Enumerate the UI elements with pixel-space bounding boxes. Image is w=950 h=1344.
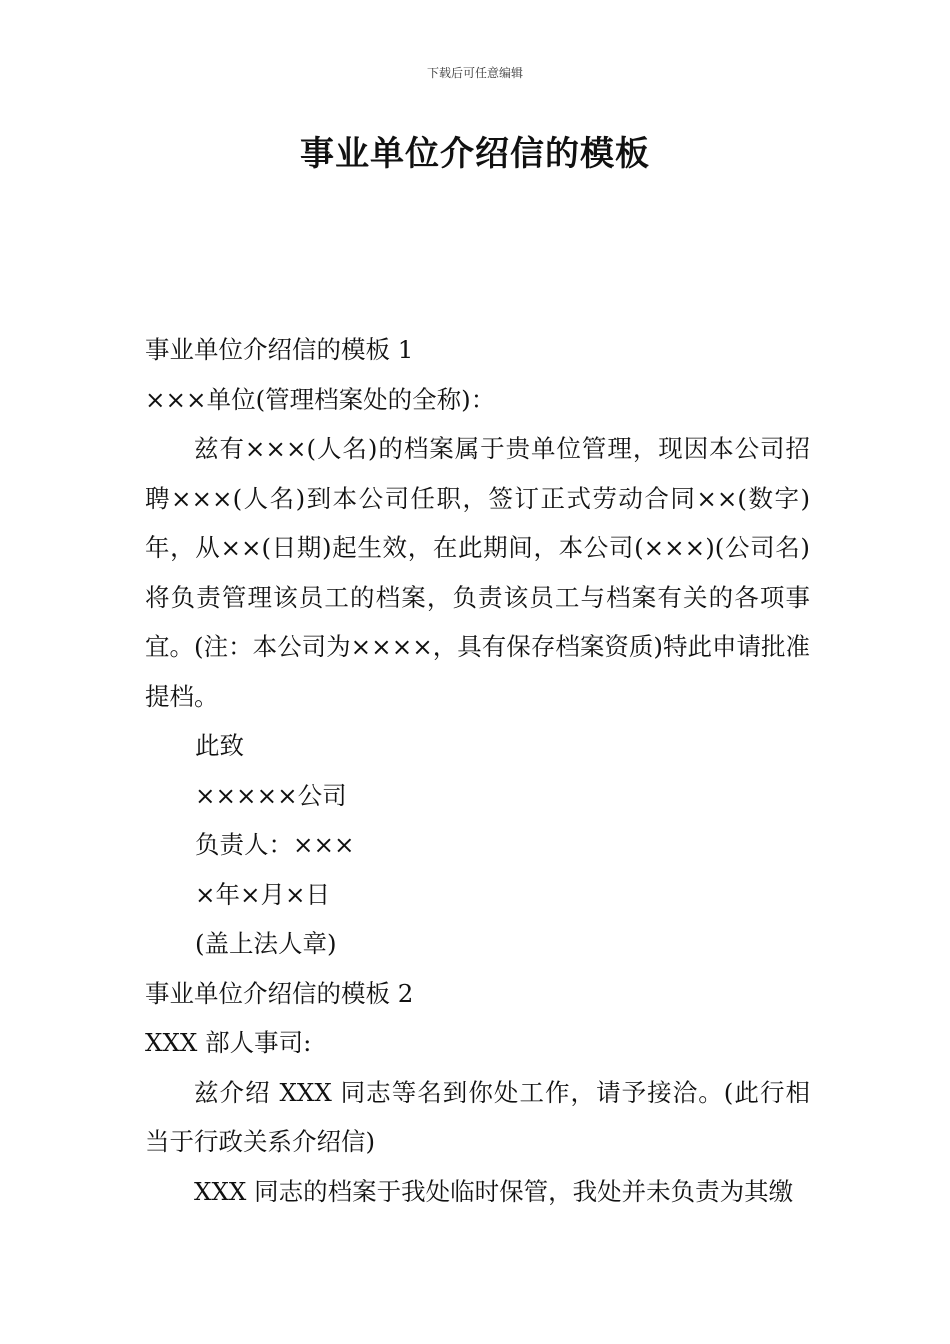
section1-salutation: ×××单位(管理档案处的全称)：: [145, 384, 496, 414]
header-note: 下载后可任意编辑: [426, 66, 523, 80]
section2-paragraph-1: 兹介绍 XXX 同志等名到你处工作，请予接洽。(此行相当于行政关系介绍信): [145, 1077, 810, 1156]
section1-date: ×年×月×日: [195, 879, 331, 909]
section2-salutation: XXX 部人事司:: [145, 1028, 312, 1057]
section1-company: ×××××公司: [195, 780, 347, 810]
document-title: 事业单位介绍信的模板: [300, 134, 650, 174]
section1-heading: 事业单位介绍信的模板 1: [145, 335, 414, 364]
section2-heading: 事业单位介绍信的模板 2: [145, 978, 414, 1008]
section1-person: 负责人：×××: [195, 830, 355, 859]
section1-paragraph: 兹有×××(人名)的档案属于贵单位管理，现因本公司招聘×××(人名)到本公司任职，签订正式劳动合同××(数字)年，从××(日期)起生效，在此期间，本公司(×××)(公司名)将负责管理该员工的档案，负责该员工与档案有关的各项事宜。(注：本公司为××××，具有保存档案资质)特此申请批准提档。: [145, 434, 810, 711]
section1-closing: 此致: [195, 731, 244, 760]
section2-paragraph-2: XXX 同志的档案于我处临时保管，我处并未负责为其缴: [194, 1176, 794, 1206]
document-body: [145, 325, 810, 1216]
section1-seal: (盖上法人章): [195, 929, 337, 958]
